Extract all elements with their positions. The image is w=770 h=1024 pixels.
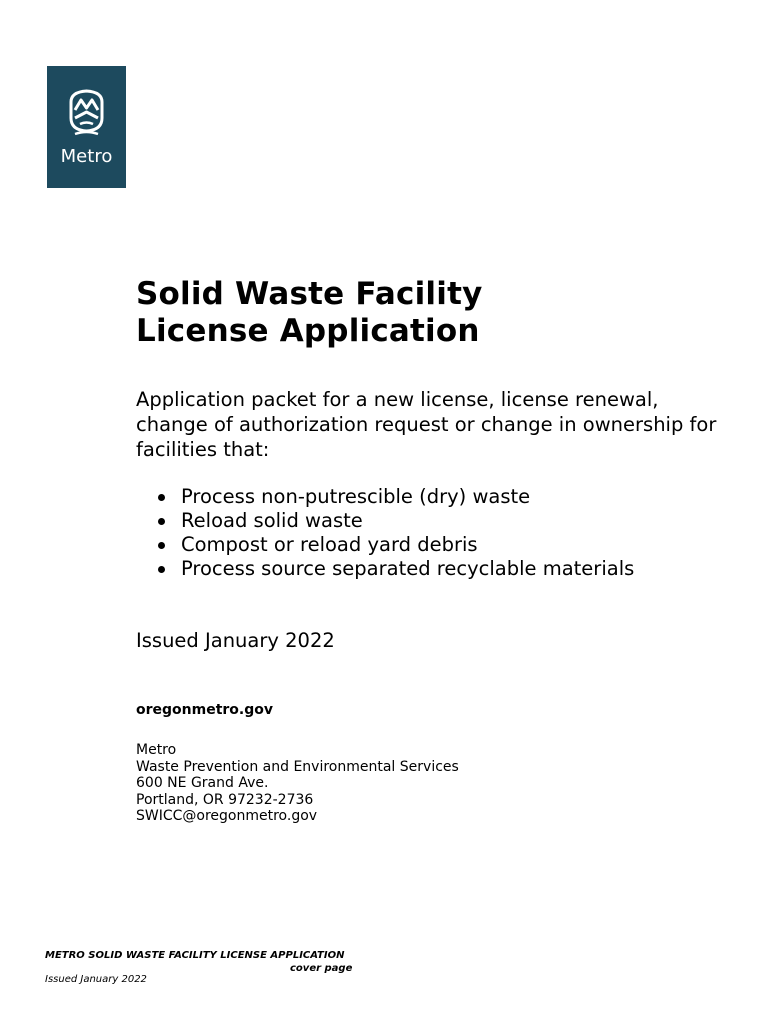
title-line-2: License Application bbox=[136, 313, 480, 349]
address-line: Waste Prevention and Environmental Services bbox=[136, 758, 459, 775]
contact-address bbox=[136, 742, 459, 825]
footer-title: METRO SOLID WASTE FACILITY LICENSE APPLICATION bbox=[45, 950, 345, 961]
address-line: Metro bbox=[136, 742, 177, 758]
footer-subtitle: cover page bbox=[290, 963, 353, 974]
address-line: Portland, OR 97232-2736 bbox=[136, 791, 314, 808]
issued-date: Issued January 2022 bbox=[136, 629, 335, 652]
metro-logo-icon bbox=[67, 88, 106, 140]
list-item: Process non-putrescible (dry) waste bbox=[136, 485, 634, 509]
facility-type-list bbox=[136, 485, 634, 581]
list-item: Compost or reload yard debris bbox=[136, 533, 634, 557]
contact-email[interactable]: SWICC@oregonmetro.gov bbox=[136, 808, 318, 824]
address-line: 600 NE Grand Ave. bbox=[136, 775, 269, 791]
intro-paragraph: Application packet for a new license, license renewal, change of authorization request or change in ownership for facilities that: bbox=[136, 388, 717, 461]
list-item: Process source separated recyclable materials bbox=[136, 557, 634, 581]
footer-issued-date: Issued January 2022 bbox=[45, 974, 147, 985]
metro-logo bbox=[47, 66, 126, 188]
website-link[interactable]: oregonmetro.gov bbox=[136, 702, 274, 718]
metro-logo-label: Metro bbox=[60, 146, 113, 167]
title-line-1: Solid Waste Facility bbox=[136, 276, 483, 312]
list-item: Reload solid waste bbox=[136, 509, 634, 533]
page-title bbox=[136, 276, 483, 350]
